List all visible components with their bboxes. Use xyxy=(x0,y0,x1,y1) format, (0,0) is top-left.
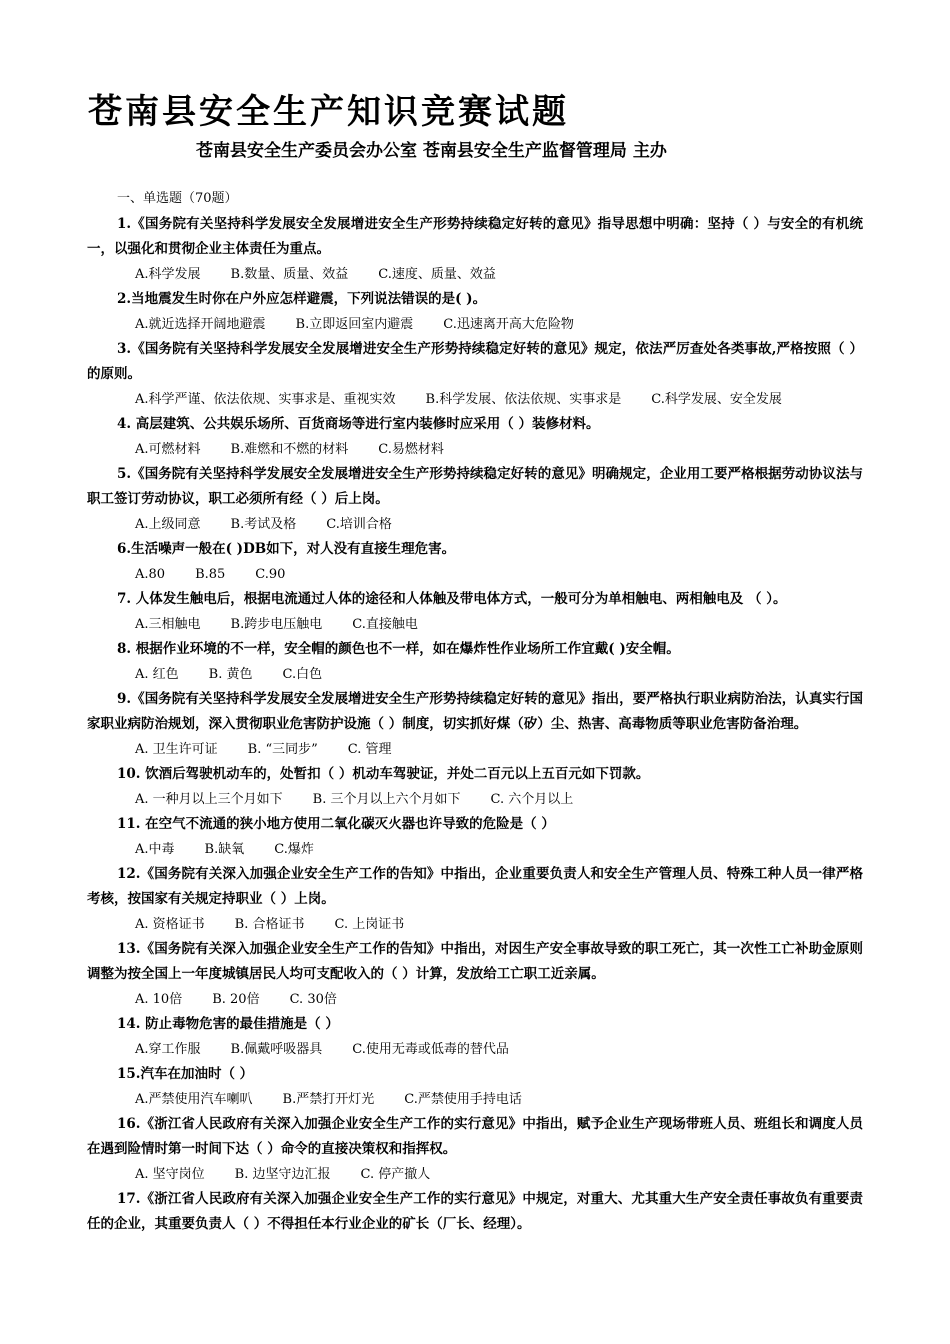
question-options xyxy=(87,662,863,687)
section-title: 一、单选题（70题） xyxy=(117,191,238,206)
question-options xyxy=(87,612,863,637)
question-text: 3.《国务院有关坚持科学发展安全发展增进安全生产形势持续稳定好转的意见》规定，依法严厉查处各类事故,严格按照（ ）的原则。 xyxy=(87,341,863,382)
option-a: A.三相触电 xyxy=(135,617,201,632)
question-text: 9.《国务院有关坚持科学发展安全发展增进安全生产形势持续稳定好转的意见》指出，要严格执行职业病防治法，认真实行国家职业病防治规划，深入贯彻职业危害防护设施（ ）制度，切实抓好煤（矽）尘、热害、高毒物质等职业危害防备治理。 xyxy=(87,691,863,732)
option-c: C. 停产撤人 xyxy=(360,1167,431,1182)
option-c: C.易燃材料 xyxy=(378,442,444,457)
question-options xyxy=(87,387,863,412)
option-c: C. 六个月以上 xyxy=(490,792,574,807)
option-c: C.培训合格 xyxy=(326,517,392,532)
question-item xyxy=(87,762,863,812)
option-b: B.难燃和不燃的材料 xyxy=(230,442,349,457)
question-options xyxy=(87,562,863,587)
question-item xyxy=(87,1187,863,1237)
option-a: A.就近选择开阔地避震 xyxy=(135,317,266,332)
question-item xyxy=(87,687,863,762)
option-b: B.85 xyxy=(195,567,226,582)
option-b: B.考试及格 xyxy=(230,517,297,532)
option-c: C. 上岗证书 xyxy=(334,917,405,932)
option-c: C.严禁使用手持电话 xyxy=(404,1092,522,1107)
option-c: C. 30倍 xyxy=(289,992,337,1007)
option-a: A.中毒 xyxy=(135,842,175,857)
question-text: 14. 防止毒物危害的最佳措施是（ ） xyxy=(117,1016,339,1032)
option-c: C.使用无毒或低毒的替代品 xyxy=(352,1042,509,1057)
page-subtitle: 苍南县安全生产委员会办公室 苍南县安全生产监督管理局 主办 xyxy=(196,141,667,161)
option-a: A.80 xyxy=(135,567,166,582)
question-text: 16.《浙江省人民政府有关深入加强企业安全生产工作的实行意见》中指出，赋予企业生产现场带班人员、班组长和调度人员在遇到险情时第一时间下达（ ）命令的直接决策权和指挥权。 xyxy=(87,1116,863,1157)
question-text: 13.《国务院有关深入加强企业安全生产工作的告知》中指出，对因生产安全事故导致的职工死亡，其一次性工亡补助金原则调整为按全国上一年度城镇居民人均可支配收入的（ ）计算，发放给工亡职工近亲属。 xyxy=(87,941,863,982)
question-text: 15.汽车在加油时（ ） xyxy=(117,1066,254,1082)
question-item xyxy=(87,537,863,587)
question-item xyxy=(87,287,863,337)
question-item xyxy=(87,337,863,412)
question-text: 10. 饮酒后驾驶机动车的，处暂扣（ ）机动车驾驶证，并处二百元以上五百元如下罚款。 xyxy=(117,766,650,782)
option-a: A. 一种月以上三个月如下 xyxy=(135,792,283,807)
questions-container xyxy=(87,212,863,1237)
page-title: 苍南县安全生产知识竞赛试题 xyxy=(88,92,569,132)
option-b: B.数量、质量、效益 xyxy=(230,267,349,282)
question-text: 12.《国务院有关深入加强企业安全生产工作的告知》中指出，企业重要负责人和安全生产管理人员、特殊工种人员一律严格考核，按国家有关规定持职业（ ）上岗。 xyxy=(87,866,863,907)
question-text: 6.生活噪声一般在( )DB如下，对人没有直接生理危害。 xyxy=(117,541,456,557)
option-b: B.佩戴呼吸器具 xyxy=(230,1042,323,1057)
option-a: A. 红色 xyxy=(135,667,179,682)
option-c: C.90 xyxy=(255,567,286,582)
option-a: A. 卫生许可证 xyxy=(135,742,218,757)
question-options xyxy=(87,437,863,462)
option-b: B.科学发展、依法依规、实事求是 xyxy=(425,392,622,407)
option-b: B. 合格证书 xyxy=(234,917,305,932)
question-options xyxy=(87,787,863,812)
option-b: B.跨步电压触电 xyxy=(230,617,323,632)
option-a: A.严禁使用汽车喇叭 xyxy=(135,1092,253,1107)
question-item xyxy=(87,637,863,687)
question-item xyxy=(87,462,863,537)
question-text: 11. 在空气不流通的狭小地方使用二氧化碳灭火器也许导致的危险是（ ） xyxy=(117,816,555,832)
option-c: C.科学发展、安全发展 xyxy=(651,392,782,407)
question-options xyxy=(87,737,863,762)
option-b: B.立即返回室内避震 xyxy=(295,317,414,332)
option-a: A. 资格证书 xyxy=(135,917,205,932)
option-a: A. 坚守岗位 xyxy=(135,1167,205,1182)
question-item xyxy=(87,1012,863,1062)
question-item xyxy=(87,1062,863,1112)
option-c: C.爆炸 xyxy=(274,842,314,857)
option-b: B.缺氧 xyxy=(204,842,245,857)
question-options xyxy=(87,1162,863,1187)
option-b: B. 三个月以上六个月如下 xyxy=(312,792,461,807)
option-a: A. 10倍 xyxy=(135,992,183,1007)
question-text: 4. 高层建筑、公共娱乐场所、百货商场等进行室内装修时应采用（ ）装修材料。 xyxy=(117,416,600,432)
option-a: A.科学发展 xyxy=(135,267,201,282)
option-a: A.穿工作服 xyxy=(135,1042,201,1057)
option-c: C.迅速离开高大危险物 xyxy=(443,317,574,332)
question-item xyxy=(87,587,863,637)
question-item xyxy=(87,937,863,1012)
question-text: 5.《国务院有关坚持科学发展安全发展增进安全生产形势持续稳定好转的意见》明确规定，企业用工要严格根据劳动协议法与职工签订劳动协议，职工必须所有经（ ）后上岗。 xyxy=(87,466,863,507)
question-options xyxy=(87,912,863,937)
option-a: A.可燃材料 xyxy=(135,442,201,457)
question-text: 7. 人体发生触电后，根据电流通过人体的途径和人体触及带电体方式，一般可分为单相触电、两相触电及 （ ）。 xyxy=(117,591,787,607)
option-b: B. 20倍 xyxy=(212,992,260,1007)
option-c: C. 管理 xyxy=(347,742,392,757)
option-a: A.上级同意 xyxy=(135,517,201,532)
option-b: B. 边坚守边汇报 xyxy=(234,1167,331,1182)
option-b: B. “三同步” xyxy=(247,742,318,757)
question-item xyxy=(87,412,863,462)
question-list xyxy=(87,186,863,1237)
question-options xyxy=(87,837,863,862)
option-b: B.严禁打开灯光 xyxy=(282,1092,375,1107)
option-c: C.白色 xyxy=(282,667,323,682)
question-item xyxy=(87,212,863,287)
question-options xyxy=(87,987,863,1012)
option-c: C.直接触电 xyxy=(352,617,418,632)
question-item xyxy=(87,1112,863,1187)
option-c: C.速度、质量、效益 xyxy=(378,267,496,282)
question-text: 8. 根据作业环境的不一样，安全帽的颜色也不一样，如在爆炸性作业场所工作宜戴( )安全帽。 xyxy=(117,641,680,657)
question-options xyxy=(87,262,863,287)
question-item xyxy=(87,812,863,862)
option-b: B. 黄色 xyxy=(208,667,253,682)
option-a: A.科学严谨、依法依规、实事求是、重视实效 xyxy=(135,392,396,407)
question-item xyxy=(87,862,863,937)
question-options xyxy=(87,312,863,337)
question-options xyxy=(87,1087,863,1112)
question-options xyxy=(87,1037,863,1062)
question-text: 2.当地震发生时你在户外应怎样避震，下列说法错误的是( )。 xyxy=(117,291,487,307)
question-options xyxy=(87,512,863,537)
question-text: 1.《国务院有关坚持科学发展安全发展增进安全生产形势持续稳定好转的意见》指导思想中明确：坚持（ ）与安全的有机统一，以强化和贯彻企业主体责任为重点。 xyxy=(87,216,863,257)
question-text: 17.《浙江省人民政府有关深入加强企业安全生产工作的实行意见》中规定，对重大、尤其重大生产安全责任事故负有重要责任的企业，其重要负责人（ ）不得担任本行业企业的矿长（厂长、经理）。 xyxy=(87,1191,863,1232)
